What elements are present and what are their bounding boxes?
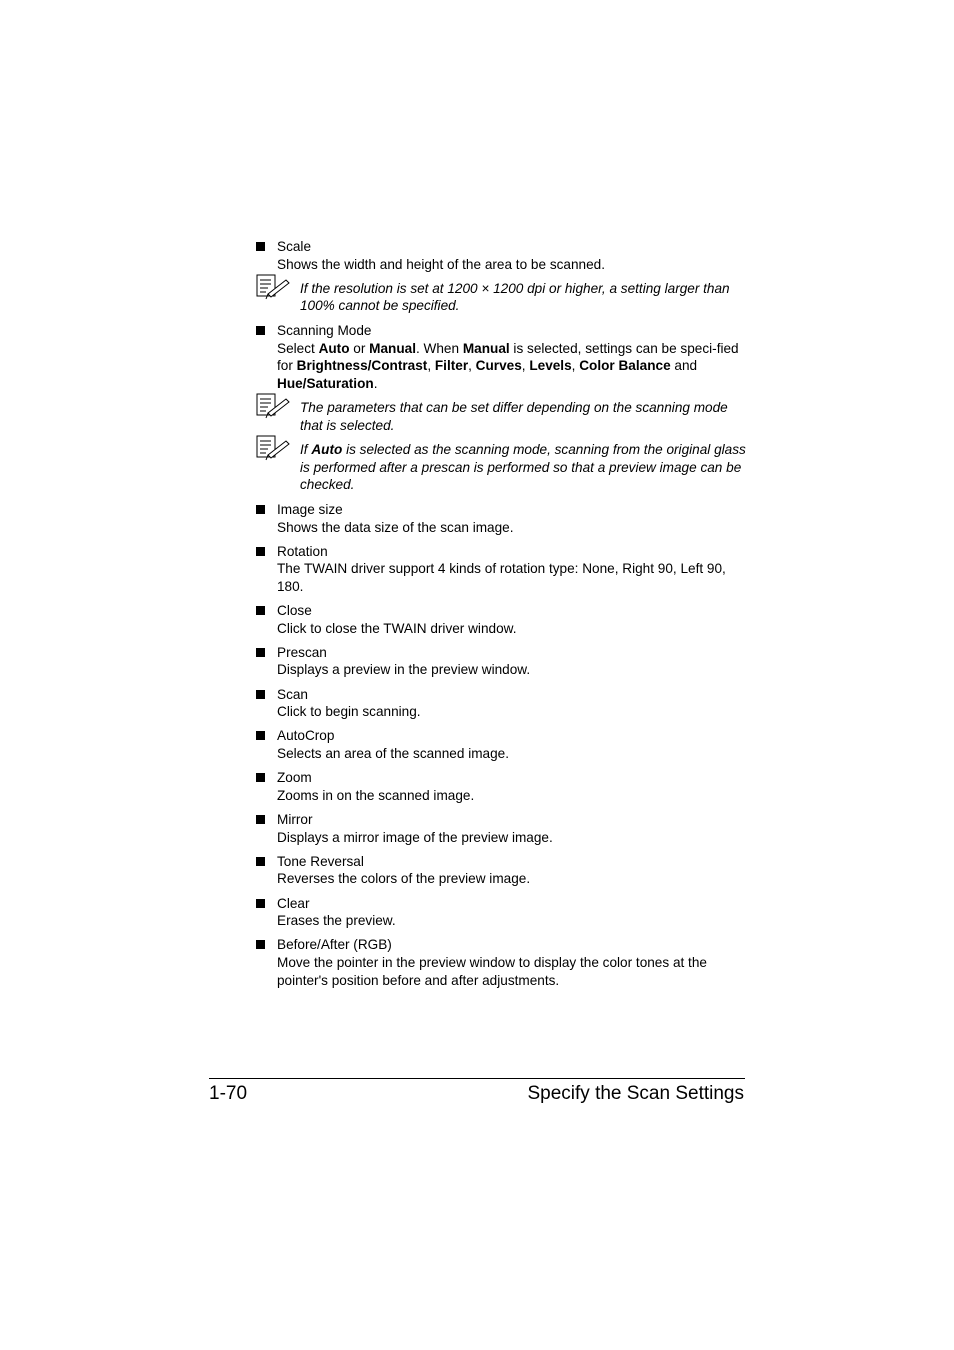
- feature-list: [256, 501, 746, 989]
- item-description: Click to begin scanning.: [277, 704, 421, 720]
- list-item-scanning-mode: [256, 322, 746, 392]
- square-bullet-icon: [256, 326, 265, 335]
- list-item: [256, 936, 746, 989]
- item-title: Tone Reversal: [277, 853, 364, 869]
- item-title: Scale: [277, 239, 312, 254]
- note-resolution: [256, 280, 746, 315]
- square-bullet-icon: [256, 648, 265, 657]
- list-item: [256, 895, 746, 930]
- note-pencil-icon: [256, 435, 290, 461]
- document-body: [256, 238, 746, 996]
- item-description: The TWAIN driver support 4 kinds of rotation type: None, Right 90, Left 90, 180.: [277, 561, 726, 594]
- item-title: Prescan: [277, 644, 327, 660]
- item-title: Clear: [277, 895, 310, 911]
- item-description: Shows the width and height of the area to be scanned.: [277, 256, 605, 272]
- note-pencil-icon: [256, 393, 290, 419]
- list-item: [256, 769, 746, 804]
- note-text: If Auto is selected as the scanning mode, scanning from the original glass is performed after a prescan is performed so that a preview image can be checked.: [300, 442, 746, 493]
- list-item: [256, 853, 746, 888]
- square-bullet-icon: [256, 857, 265, 866]
- list-item: [256, 686, 746, 721]
- square-bullet-icon: [256, 547, 265, 556]
- list-item-scale: [256, 238, 746, 273]
- list-item: [256, 644, 746, 679]
- square-bullet-icon: [256, 815, 265, 824]
- list-item: [256, 727, 746, 762]
- section-title: Specify the Scan Settings: [527, 1083, 744, 1104]
- item-description: Erases the preview.: [277, 913, 396, 929]
- item-title: Scanning Mode: [277, 322, 372, 338]
- item-title: Scan: [277, 686, 308, 702]
- note-auto-mode: [256, 441, 746, 494]
- page-number: 1-70: [209, 1083, 248, 1104]
- item-description: Click to close the TWAIN driver window.: [277, 620, 517, 636]
- note-parameters: [256, 399, 746, 434]
- footer-divider: [209, 1078, 745, 1079]
- item-description: Reverses the colors of the preview image.: [277, 871, 531, 887]
- item-title: Image size: [277, 501, 343, 517]
- note-text: The parameters that can be set differ depending on the scanning mode that is selected.: [300, 399, 728, 433]
- square-bullet-icon: [256, 731, 265, 740]
- list-item: [256, 811, 746, 846]
- item-description: Displays a preview in the preview window.: [277, 662, 531, 678]
- item-description: Select Auto or Manual. When Manual is selected, settings can be speci-fied for Brightness/Contrast, Filter, Curves, Levels, Color Balance and Hue/Saturation.: [277, 340, 739, 391]
- note-text: If the resolution is set at 1200 × 1200 dpi or higher, a setting larger than 100% cannot be specified.: [300, 280, 730, 314]
- list-item: [256, 543, 746, 596]
- item-description: Displays a mirror image of the preview image.: [277, 829, 553, 845]
- item-description: Shows the data size of the scan image.: [277, 519, 514, 535]
- item-title: Before/After (RGB): [277, 937, 392, 953]
- item-title: Mirror: [277, 811, 313, 827]
- item-title: Close: [277, 603, 312, 619]
- list-item: [256, 602, 746, 637]
- square-bullet-icon: [256, 606, 265, 615]
- square-bullet-icon: [256, 505, 265, 514]
- square-bullet-icon: [256, 940, 265, 949]
- item-description: Zooms in on the scanned image.: [277, 787, 475, 803]
- item-title: Zoom: [277, 770, 312, 786]
- item-description: Move the pointer in the preview window to display the color tones at the pointer's position before and after adjustments.: [277, 954, 707, 988]
- square-bullet-icon: [256, 690, 265, 699]
- square-bullet-icon: [256, 773, 265, 782]
- square-bullet-icon: [256, 242, 265, 251]
- item-title: AutoCrop: [277, 728, 335, 744]
- square-bullet-icon: [256, 899, 265, 908]
- item-title: Rotation: [277, 543, 328, 559]
- list-item: [256, 501, 746, 536]
- note-pencil-icon: [256, 274, 290, 300]
- item-description: Selects an area of the scanned image.: [277, 746, 509, 761]
